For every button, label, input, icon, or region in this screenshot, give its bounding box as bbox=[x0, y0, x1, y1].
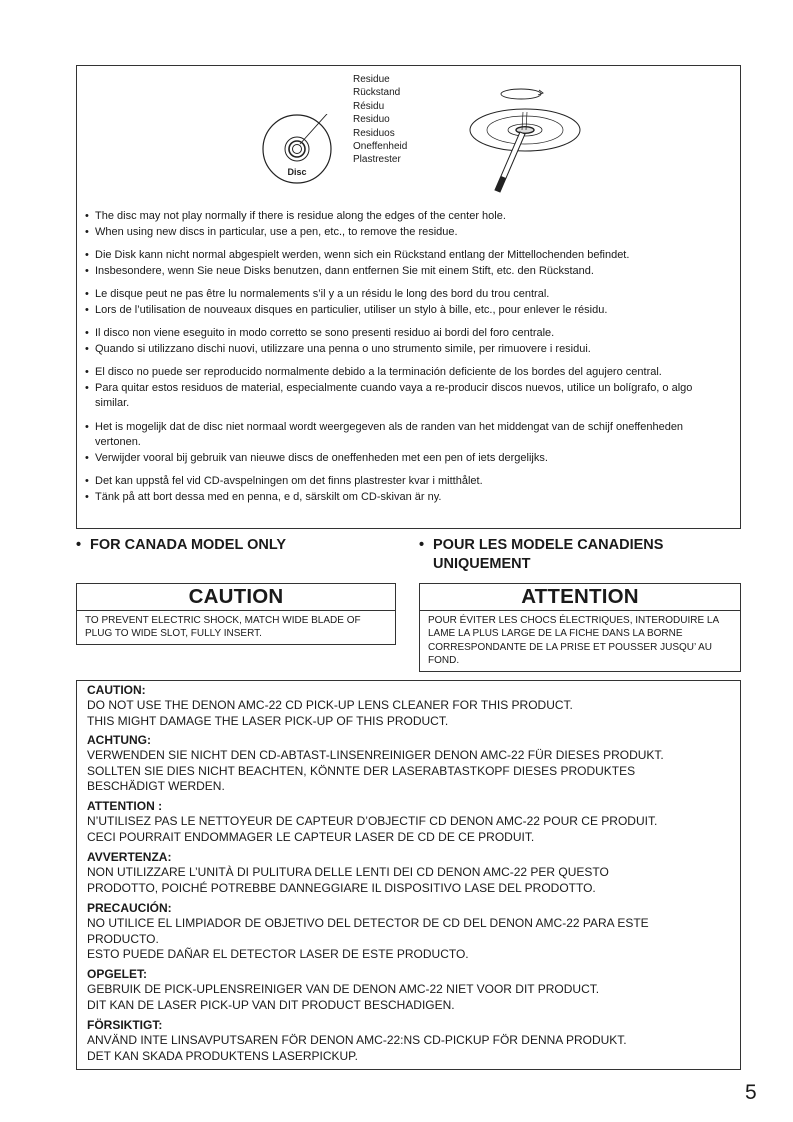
instruction-group-en bbox=[85, 209, 725, 240]
instruction-text: Insbesondere, wenn Sie neue Disks benutzen, dann entfernen Sie mit einem Stift, etc. den Rückstand. bbox=[95, 264, 594, 277]
bullet: • bbox=[76, 537, 82, 553]
residue-label: Plastrester bbox=[353, 154, 401, 166]
bullet: • bbox=[85, 420, 89, 433]
residue-label-list bbox=[353, 73, 407, 167]
disc-residue-section bbox=[76, 65, 741, 529]
instruction-text: When using new discs in particular, use a pen, etc., to remove the residue. bbox=[95, 225, 458, 238]
bullet: • bbox=[419, 537, 425, 553]
disc-cleaning-illustration bbox=[469, 84, 581, 196]
attention-box bbox=[419, 583, 741, 672]
instruction-text: Verwijder vooral bij gebruik van nieuwe discs de oneffenheden met een pen of iets dergelijks. bbox=[95, 451, 548, 464]
instruction-text: Det kan uppstå fel vid CD-avspelningen om det finns plastrester kvar i mitthålet. bbox=[95, 475, 483, 487]
caution-title: CAUTION bbox=[77, 584, 395, 611]
bullet: • bbox=[85, 342, 89, 355]
disc-illustration bbox=[262, 114, 332, 184]
warning-label: FÖRSIKTIGT: bbox=[87, 1018, 163, 1032]
bullet: • bbox=[85, 288, 89, 300]
bullet: • bbox=[85, 264, 89, 277]
residue-instructions bbox=[85, 209, 725, 513]
warning-block-sv bbox=[87, 1018, 732, 1064]
residue-label: Résidu bbox=[353, 100, 385, 112]
instruction-text: Quando si utilizzano dischi nuovi, utilizzare una penna o uno strumento simile, per rimuovere i residui. bbox=[95, 342, 591, 355]
warning-line: DIT KAN DE LASER PICK-UP VAN DIT PRODUCT BESCHADIGEN. bbox=[87, 997, 455, 1012]
attention-title: ATTENTION bbox=[420, 584, 740, 611]
warning-line: DO NOT USE THE DENON AMC-22 CD PICK-UP LENS CLEANER FOR THIS PRODUCT. bbox=[87, 698, 573, 712]
warning-line: SOLLTEN SIE DIES NICHT BEACHTEN, KÖNNTE DER LASERABTASTKOPF DIESES PRODUKTES bbox=[87, 763, 636, 778]
warning-line: ESTO PUEDE DAÑAR EL DETECTOR LASER DE ESTE PRODUCTO. bbox=[87, 947, 469, 961]
bullet: • bbox=[85, 381, 89, 394]
instruction-group-es bbox=[85, 365, 725, 412]
bullet: • bbox=[85, 490, 89, 503]
bullet: • bbox=[85, 475, 89, 487]
instruction-text: Le disque peut ne pas être lu normalements s’il y a un résidu le long des bord du trou central. bbox=[95, 288, 550, 300]
instruction-group-sv bbox=[85, 474, 725, 505]
bullet: • bbox=[85, 225, 89, 238]
warning-line: ANVÄND INTE LINSAVPUTSAREN FÖR DENON AMC-22:NS CD-PICKUP FÖR DENNA PRODUKT. bbox=[87, 1033, 627, 1047]
warning-label: ATTENTION : bbox=[87, 799, 163, 813]
canada-heading-fr bbox=[419, 536, 719, 574]
bullet: • bbox=[85, 210, 89, 222]
warning-block-de bbox=[87, 733, 732, 795]
warning-line: NON UTILIZZARE L’UNITÀ DI PULITURA DELLE LENTI DEI CD DENON AMC-22 PER QUESTO bbox=[87, 865, 609, 879]
warning-line: THIS MIGHT DAMAGE THE LASER PICK-UP OF THIS PRODUCT. bbox=[87, 713, 449, 728]
warning-line: PRODUCTO. bbox=[87, 931, 159, 946]
residue-label: Residuo bbox=[353, 114, 390, 126]
residue-label: Rückstand bbox=[353, 87, 401, 99]
warning-label: ACHTUNG: bbox=[87, 733, 151, 747]
bullet: • bbox=[85, 366, 89, 378]
instruction-group-de bbox=[85, 248, 725, 279]
instruction-group-fr bbox=[85, 287, 725, 318]
warning-label: AVVERTENZA: bbox=[87, 850, 172, 864]
bullet: • bbox=[85, 303, 89, 316]
warning-label: OPGELET: bbox=[87, 967, 148, 981]
attention-text: POUR ÉVITER LES CHOCS ÉLECTRIQUES, INTERODUIRE LA LAME LA PLUS LARGE DE LA FICHE DANS LA BORNE CORRESPONDANTE DE LA PRISE ET POUSSER JUSQU’ AU FOND. bbox=[428, 615, 719, 666]
instruction-text: The disc may not play normally if there is residue along the edges of the center hole. bbox=[95, 210, 506, 222]
warning-line: VERWENDEN SIE NICHT DEN CD-ABTAST-LINSENREINIGER DENON AMC-22 FÜR DIESES PRODUKT. bbox=[87, 748, 664, 762]
canada-heading-en bbox=[76, 536, 396, 555]
residue-label: Oneffenheid bbox=[353, 141, 408, 153]
bullet: • bbox=[85, 451, 89, 464]
warning-line: CECI POURRAIT ENDOMMAGER LE CAPTEUR LASER DE CD DE CE PRODUIT. bbox=[87, 829, 535, 844]
residue-label: Residuos bbox=[353, 127, 395, 139]
instruction-text: Il disco non viene eseguito in modo corretto se sono presenti residuo ai bordi del foro centrale. bbox=[95, 327, 555, 339]
page-number: 5 bbox=[745, 1081, 757, 1104]
warning-block-es bbox=[87, 901, 732, 963]
residue-label: Residue bbox=[353, 74, 390, 85]
instruction-text: Para quitar estos residuos de material, especialmente cuando vaya a re-producir discos nuevos, utilice un bolígrafo, o algo similar. bbox=[95, 381, 693, 409]
warning-line: BESCHÄDIGT WERDEN. bbox=[87, 779, 225, 793]
bullet: • bbox=[85, 249, 89, 261]
warning-block-nl bbox=[87, 967, 732, 1013]
warning-label: PRECAUCIÓN: bbox=[87, 901, 172, 915]
warning-block-en bbox=[87, 683, 732, 729]
warning-line: GEBRUIK DE PICK-UPLENSREINIGER VAN DE DENON AMC-22 NIET VOOR DIT PRODUCT. bbox=[87, 982, 600, 996]
caution-text: TO PREVENT ELECTRIC SHOCK, MATCH WIDE BLADE OF PLUG TO WIDE SLOT, FULLY INSERT. bbox=[85, 615, 361, 640]
warning-line: NO UTILICE EL LIMPIADOR DE OBJETIVO DEL DETECTOR DE CD DEL DENON AMC-22 PARA ESTE bbox=[87, 916, 649, 930]
instruction-text: El disco no puede ser reproducido normalmente debido a la terminación deficiente de los bordes del agujero central. bbox=[95, 366, 662, 378]
instruction-text: Lors de l’utilisation de nouveaux disques en particulier, utiliser un stylo à bille, etc., pour enlever le résidu. bbox=[95, 303, 608, 316]
canada-heading-text: FOR CANADA MODEL ONLY bbox=[90, 537, 287, 553]
warning-line: DET KAN SKADA PRODUKTENS LASERPICKUP. bbox=[87, 1048, 358, 1063]
instruction-text: Die Disk kann nicht normal abgespielt werden, wenn sich ein Rückstand entlang der Mittellochenden befindet. bbox=[95, 249, 630, 261]
instruction-text: Het is mogelijk dat de disc niet normaal wordt weergegeven als de randen van het middengat van de schijf oneffenheden vertonen. bbox=[95, 420, 684, 448]
bullet: • bbox=[85, 327, 89, 339]
instruction-group-nl bbox=[85, 420, 725, 467]
disc-label: Disc bbox=[287, 167, 307, 177]
instruction-text: Tänk på att bort dessa med en penna, e d, särskilt om CD-skivan är ny. bbox=[95, 490, 442, 503]
warning-block-it bbox=[87, 850, 732, 896]
canada-heading-text: POUR LES MODELE CANADIENS UNIQUEMENT bbox=[433, 537, 664, 572]
lens-cleaner-warning-box bbox=[76, 680, 741, 1070]
warning-line: PRODOTTO, POICHÉ POTREBBE DANNEGGIARE IL DISPOSITIVO LASE DEL PRODOTTO. bbox=[87, 880, 596, 895]
warning-label: CAUTION: bbox=[87, 683, 146, 697]
warning-block-fr bbox=[87, 799, 732, 845]
caution-box bbox=[76, 583, 396, 645]
instruction-group-it bbox=[85, 326, 725, 357]
warning-line: N’UTILISEZ PAS LE NETTOYEUR DE CAPTEUR D’OBJECTIF CD DENON AMC-22 POUR CE PRODUIT. bbox=[87, 814, 658, 828]
